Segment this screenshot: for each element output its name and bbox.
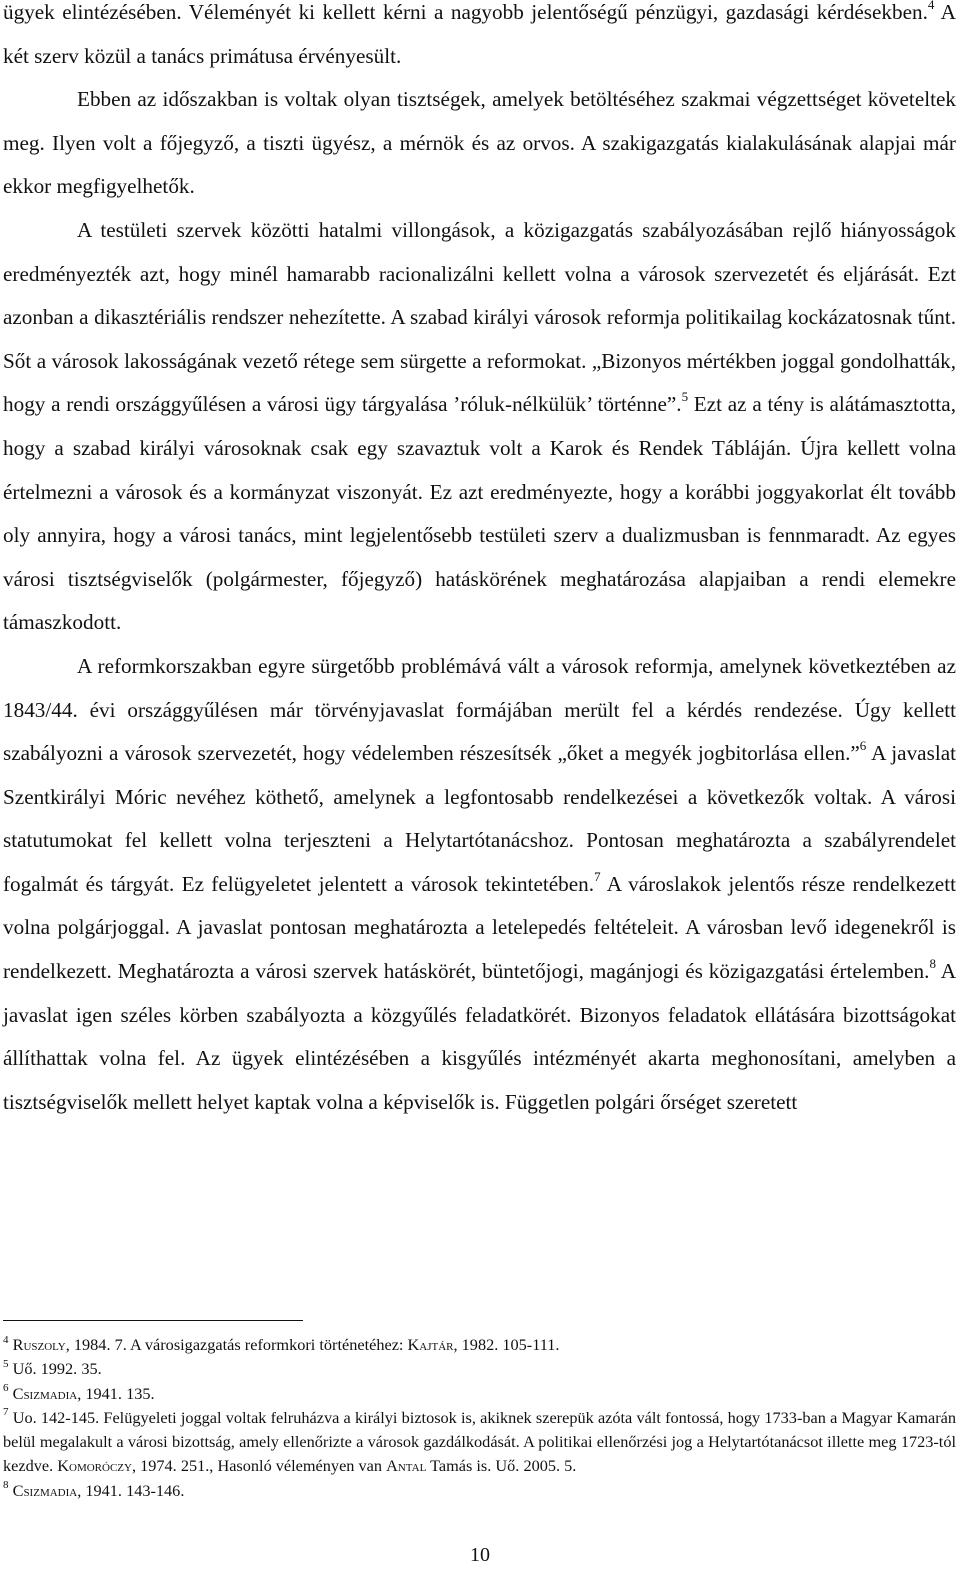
paragraph-text: Ezt az a tény is alátámasztotta, hogy a szabad királyi városoknak csak egy szavaztuk volt a Karok és Rendek Tábláján. Újra kellett volna értelmezni a városok és a kormányzat viszonyát. Ez azt eredményezte, hogy a korábbi joggyakorlat élt tovább oly annyira, hogy a városi tanács, mint legjelentősebb testületi szerv a dualizmusban is fennmaradt. Az egyes városi tisztségviselők (polgármester, főjegyző) hatáskörének meghatározása alapjaiban a rendi elemekre támaszkodott. (3, 392, 957, 635)
footnote-text: Uő. 1992. 35. (12, 1359, 102, 1379)
body-text (3, 0, 956, 1124)
footnote-number: 6 (3, 1382, 9, 1395)
author-name: Antal (386, 1456, 427, 1476)
footnote-6 (3, 1382, 956, 1406)
footnote-text: , 1941. 135. (77, 1383, 155, 1403)
page-number: 10 (470, 1544, 490, 1566)
author-name: Ruszoly (12, 1335, 66, 1354)
paragraph-text: Ebben az időszakban is voltak olyan tisztségek, amelyek betöltéséhez szakmai végzettséget követeltek meg. Ilyen volt a főjegyző, a tiszti ügyész, a mérnök és az orvos. A szakigazgatás kialakulásának alapjai már ekkor megfigyelhetők. (3, 87, 956, 199)
paragraph-3 (3, 209, 956, 645)
paragraph-text: A javaslat Szentkirályi Móric nevéhez köthető, amelynek a legfontosabb rendelkezései a következők voltak. A városi statutumokat fel kellett volna terjeszteni a Helytartótanácshoz. Pontosan meghatározta a szabályrendelet fogalmát és tárgyát. Ez felügyeletet jelentett a városok tekintetében. (3, 741, 956, 896)
footnote-number: 7 (3, 1406, 9, 1419)
footnote-8 (3, 1479, 956, 1503)
footnote-text: , 1982. 105-111. (453, 1335, 560, 1354)
paragraph-text: ügyek elintézésében. Véleményét ki kellett kérni a nagyobb jelentőségű pénzügyi, gazdasági kérdésekben. (3, 0, 928, 24)
footnote-ref[interactable]: 7 (594, 868, 601, 884)
author-name: Kajtár (407, 1335, 454, 1354)
author-name: Csizmadia (12, 1383, 78, 1403)
footnote-ref[interactable]: 8 (929, 956, 936, 971)
paragraph-text: A városlakok jelentős része rendelkezett volna polgárjoggal. A javaslat pontosan meghatározta a letelepedés feltételeit. A városban levő idegenekről is rendelkezett. Meghatározta a városi szervek hatáskörét, büntetőjogi, magánjogi és közigazgatási értelemben. (3, 871, 956, 984)
footnote-number: 4 (3, 1333, 9, 1346)
footnotes (3, 1333, 956, 1503)
footnote-text: , 1941. 143-146. (77, 1480, 185, 1500)
paragraph-text: A két szerv közül a tanács primátusa érvényesült. (3, 0, 956, 68)
author-name: Komoróczy (57, 1456, 132, 1476)
footnote-number: 5 (3, 1357, 9, 1370)
footnote-separator (3, 1320, 303, 1321)
footnote-text: , 1984. 7. A városigazgatás reformkori történetéhez: (65, 1335, 408, 1354)
footnote-ref[interactable]: 6 (859, 738, 867, 754)
footnote-text: Uo. 142-145. Felügyeleti joggal voltak felruházva a királyi biztosok is, akiknek szerepük azóta vált fontossá, hogy 1733-ban a Magyar Kamarán belül megalakult a városi bizottság, amely ellenőrizte a városok gazdálkodását. A politikai ellenőrzési jog a Helytartótanácsot illette meg 1723-tól kezdve. (3, 1407, 956, 1476)
footnote-text: , 1974. 251., Hasonló véleményen van (131, 1456, 387, 1476)
paragraph-text: A javaslat igen széles körben szabályozta a közgyűlés feladatkörét. Bizonyos feladatok ellátására bizottságokat állíthattak volna fel. Az ügyek elintézésében a kisgyűlés intézményét akarta meghonosítani, amelyben a tisztségviselők mellett helyet kaptak volna a képviselők is. Független polgári őrséget szeretett (3, 959, 956, 1114)
footnote-number: 8 (3, 1479, 9, 1492)
paragraph-text: A reformkorszakban egyre sürgetőbb problémává vált a városok reformja, amelynek következtében az 1843/44. évi országgyűlésen már törvényjavaslat formájában merült fel a kérdés rendezése. Úgy kellett szabályozni a városok szervezetét, hogy védelemben részesítsék „őket a megyék jogbitorlása ellen.” (3, 653, 956, 766)
footnote-4 (3, 1333, 956, 1357)
footnote-ref[interactable]: 5 (681, 389, 689, 405)
footnote-5 (3, 1357, 956, 1381)
footnote-ref[interactable]: 4 (927, 0, 935, 12)
paragraph-1 (3, 0, 956, 78)
author-name: Csizmadia (12, 1480, 78, 1500)
footnote-7 (3, 1406, 956, 1479)
paragraph-text: A testületi szervek közötti hatalmi villongások, a közigazgatás szabályozásában rejlő hiányosságok eredményezték azt, hogy minél hamarabb racionalizálni kellett volna a városok szervezetét és eljárását. Ezt azonban a dikasztériális rendszer nehezítette. A szabad királyi városok reformja politikailag kockázatosnak tűnt. Sőt a városok lakosságának vezető rétege sem sürgette a reformokat. „Bizonyos mértékben joggal gondolhatták, hogy a rendi országgyűlésen a városi ügy tárgyalása ’róluk-nélkülük’ történne”. (3, 217, 956, 417)
paragraph-2 (3, 78, 956, 209)
footnote-text: Tamás is. Uő. 2005. 5. (426, 1456, 577, 1476)
paragraph-4 (3, 645, 956, 1125)
